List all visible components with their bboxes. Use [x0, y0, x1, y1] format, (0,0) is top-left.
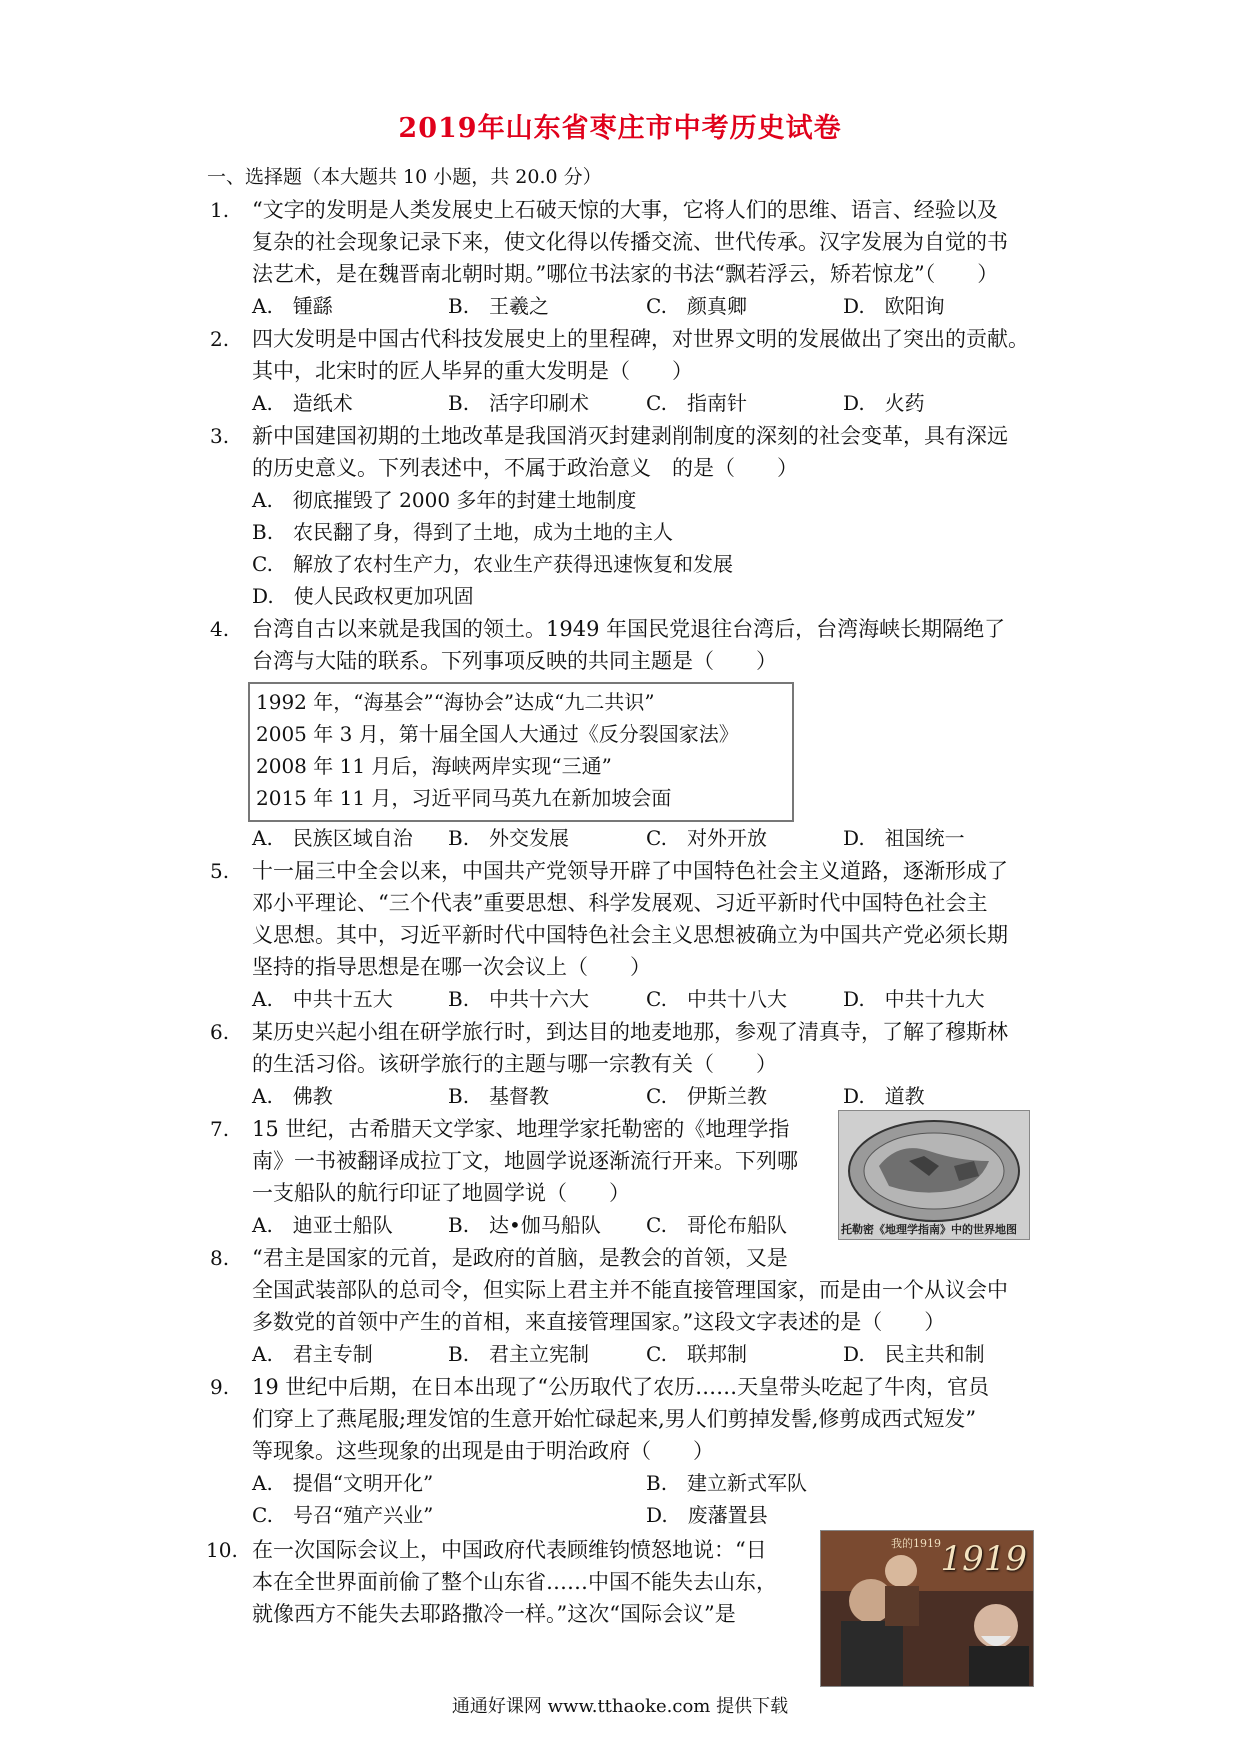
question-text-line: “君主是国家的元首，是政府的首脑，是教会的首领，又是: [252, 1246, 788, 1270]
question-text-line: 在一次国际会议上，中国政府代表顾维钧愤怒地说：“日: [252, 1538, 767, 1562]
option-b: B. 中共十六大: [448, 987, 590, 1011]
option-c: C. 指南针: [646, 391, 747, 415]
poster-title: 1919: [940, 1539, 1027, 1579]
question-text-line: 台湾与大陆的联系。下列事项反映的共同主题是（ ）: [252, 649, 777, 673]
question-number: 6.: [210, 1020, 230, 1044]
question-number: 7.: [210, 1117, 230, 1141]
question-number: 9.: [210, 1375, 230, 1399]
material-line: 2005 年 3 月，第十届全国人大通过《反分裂国家法》: [256, 722, 739, 746]
option-a: A. 中共十五大: [252, 987, 393, 1011]
option-a: A. 造纸术: [252, 391, 353, 415]
question-number: 2.: [210, 327, 230, 351]
question-text-line: 的历史意义。下列表述中，不属于政治意义 的是（ ）: [252, 456, 798, 480]
option-d: D. 民主共和制: [843, 1342, 985, 1366]
world-map-illustration: [839, 1111, 1029, 1239]
option-c: C. 联邦制: [646, 1342, 747, 1366]
option-c: C. 哥伦布船队: [646, 1213, 787, 1237]
ptolemy-world-map-image: [838, 1110, 1030, 1240]
question-number: 4.: [210, 617, 230, 641]
page-footer: 通通好课网 www.tthaoke.com 提供下载: [451, 1696, 789, 1717]
question-text-line: 复杂的社会现象记录下来，使文化得以传播交流、世代传承。汉字发展为自觉的书: [252, 230, 1008, 254]
material-line: 2015 年 11 月，习近平同马英九在新加坡会面: [256, 786, 672, 810]
question-text-line: 本在全世界面前偷了整个山东省……中国不能失去山东，: [252, 1570, 777, 1594]
question-text-line: 其中，北宋时的匠人毕昇的重大发明是（ ）: [252, 359, 693, 383]
question-text-line: 们穿上了燕尾服;理发馆的生意开始忙碌起来,男人们剪掉发髻,修剪成西式短发”: [252, 1407, 977, 1431]
question-text-line: 多数党的首领中产生的首相，来直接管理国家。”这段文字表述的是（ ）: [252, 1310, 946, 1334]
question-text-line: 等现象。这些现象的出现是由于明治政府（ ）: [252, 1439, 714, 1463]
question-text-line: 台湾自古以来就是我国的领土。1949 年国民党退往台湾后，台湾海峡长期隔绝了: [252, 617, 1006, 641]
option-d: D. 火药: [843, 391, 925, 415]
option-d: D. 废藩置县: [646, 1503, 768, 1527]
option-c: C. 伊斯兰教: [646, 1084, 767, 1108]
option-b: B. 活字印刷术: [448, 391, 590, 415]
question-number: 1.: [210, 198, 230, 222]
option-b: B. 外交发展: [448, 826, 570, 850]
option-d: D. 祖国统一: [843, 826, 965, 850]
material-box: [248, 682, 794, 822]
option-c: C. 解放了农村生产力，农业生产获得迅速恢复和发展: [252, 552, 733, 576]
material-line: 2008 年 11 月后，海峡两岸实现“三通”: [256, 754, 612, 778]
option-a: A. 迪亚士船队: [252, 1213, 393, 1237]
option-d: D. 中共十九大: [843, 987, 985, 1011]
question-text-line: 南》一书被翻译成拉丁文，地圆学说逐渐流行开来。下列哪: [252, 1149, 798, 1173]
question-text-line: 义思想。其中，习近平新时代中国特色社会主义思想被确立为中国共产党必须长期: [252, 923, 1008, 947]
option-b: B. 王羲之: [448, 294, 550, 318]
question-text-line: 法艺术，是在魏晋南北朝时期。”哪位书法家的书法“飘若浮云，矫若惊龙”（ ）: [252, 262, 999, 286]
option-b: B. 基督教: [448, 1084, 550, 1108]
question-text-line: 坚持的指导思想是在哪一次会议上（ ）: [252, 955, 651, 979]
option-a: A. 锺繇: [252, 294, 333, 318]
question-number: 8.: [210, 1246, 230, 1270]
question-text-line: 15 世纪，古希腊天文学家、地理学家托勒密的《地理学指: [252, 1117, 790, 1141]
option-a: A. 佛教: [252, 1084, 333, 1108]
option-a: A. 君主专制: [252, 1342, 373, 1366]
option-d: D. 使人民政权更加巩固: [252, 584, 474, 608]
option-b: B. 君主立宪制: [448, 1342, 590, 1366]
question-text-line: 邓小平理论、“三个代表”重要思想、科学发展观、习近平新时代中国特色社会主: [252, 891, 988, 915]
option-c: C. 颜真卿: [646, 294, 747, 318]
question-text-line: 新中国建国初期的土地改革是我国消灭封建剥削制度的深刻的社会变革，具有深远: [252, 424, 1008, 448]
option-a: A. 提倡“文明开化”: [252, 1471, 434, 1495]
material-line: 1992 年，“海基会”“海协会”达成“九二共识”: [256, 690, 655, 714]
option-d: D. 道教: [843, 1084, 925, 1108]
option-b: B. 农民翻了身，得到了土地，成为土地的主人: [252, 520, 674, 544]
question-text-line: 四大发明是中国古代科技发展史上的里程碑，对世界文明的发展做出了突出的贡献。: [252, 327, 1029, 351]
question-text-line: 全国武装部队的总司令，但实际上君主并不能直接管理国家，而是由一个从议会中: [252, 1278, 1008, 1302]
poster-subtitle: 我的1919: [891, 1537, 941, 1550]
option-a: A. 彻底摧毁了 2000 多年的封建土地制度: [252, 488, 637, 512]
question-text-line: 19 世纪中后期，在日本出现了“公历取代了农历……天皇带头吃起了牛肉，官员: [252, 1375, 990, 1399]
question-text-line: 一支船队的航行印证了地圆学说（ ）: [252, 1181, 630, 1205]
question-text-line: 的生活习俗。该研学旅行的主题与哪一宗教有关（ ）: [252, 1052, 777, 1076]
question-text-line: 就像西方不能失去耶路撒冷一样。”这次“国际会议”是: [252, 1602, 736, 1626]
option-d: D. 欧阳询: [843, 294, 945, 318]
option-c: C. 对外开放: [646, 826, 767, 850]
question-text-line: “文字的发明是人类发展史上石破天惊的大事，它将人们的思维、语言、经验以及: [252, 198, 998, 222]
question-number: 3.: [210, 424, 230, 448]
question-number: 5.: [210, 859, 230, 883]
option-c: C. 号召“殖产兴业”: [252, 1503, 434, 1527]
question-number: 10.: [206, 1538, 238, 1562]
question-text-line: 某历史兴起小组在研学旅行时，到达目的地麦地那，参观了清真寺，了解了穆斯林: [252, 1020, 1008, 1044]
page-title: 2019年山东省枣庄市中考历史试卷: [398, 113, 842, 144]
option-b: B. 达•伽马船队: [448, 1213, 601, 1237]
option-b: B. 建立新式军队: [646, 1471, 808, 1495]
option-a: A. 民族区域自治: [252, 826, 413, 850]
movie-poster-1919-image: [820, 1530, 1034, 1687]
question-text-line: 十一届三中全会以来，中国共产党领导开辟了中国特色社会主义道路，逐渐形成了: [252, 859, 1008, 883]
section-heading: 一、选择题（本大题共 10 小题，共 20.0 分）: [207, 166, 602, 188]
option-c: C. 中共十八大: [646, 987, 787, 1011]
image-caption: 托勒密《地理学指南》中的世界地图: [841, 1223, 1017, 1236]
